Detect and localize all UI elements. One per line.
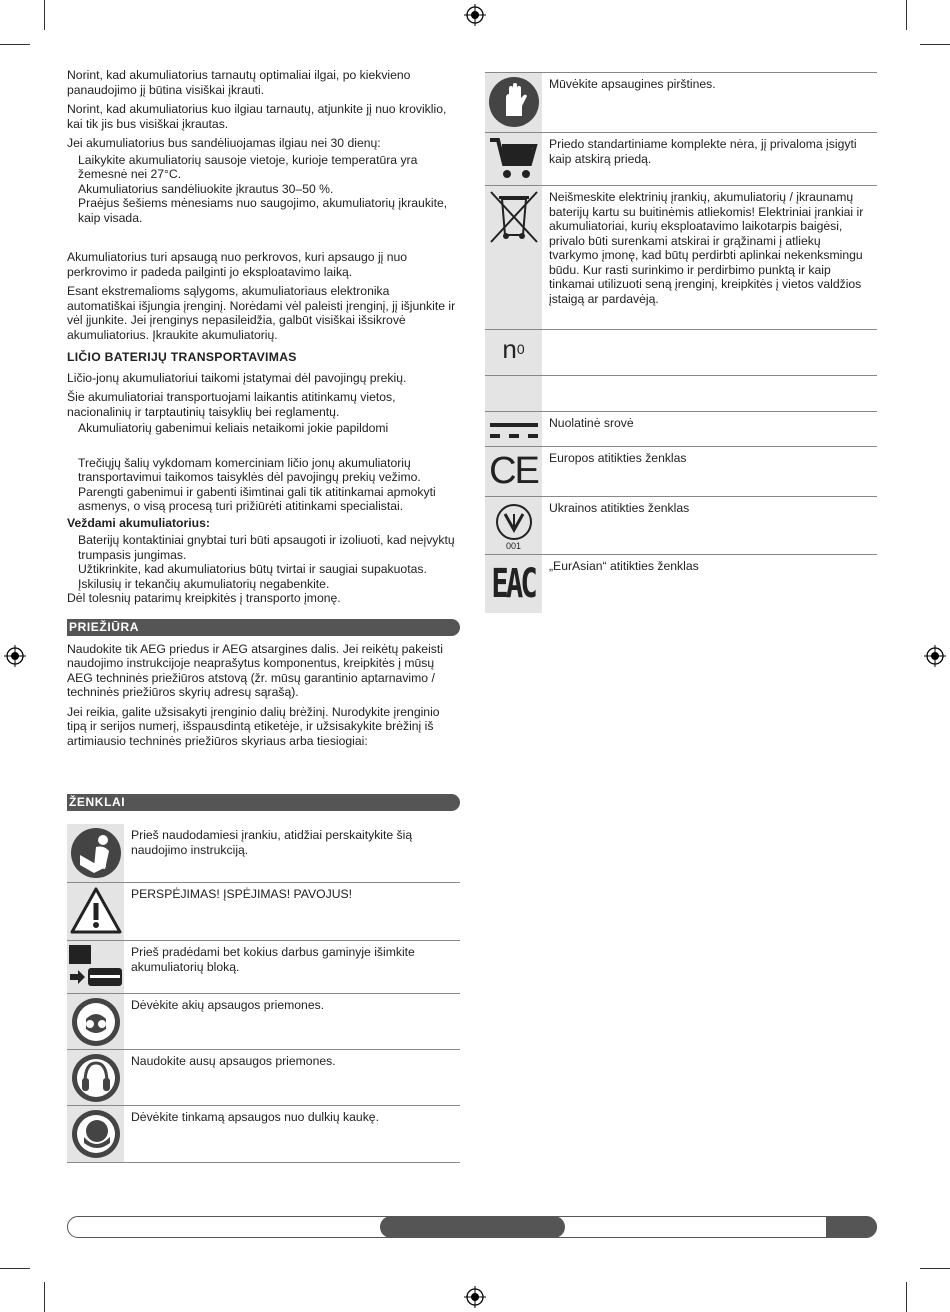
crop-mark: [0, 44, 30, 45]
symbol-row: [485, 555, 877, 613]
crop-mark: [906, 1282, 907, 1312]
crop-mark: [44, 0, 45, 30]
symbol-row: [67, 941, 460, 994]
ce-mark-glyph: CE: [489, 450, 538, 492]
paragraph: Šie akumuliatoriai transportuojami laikantis atitinkamų vietos, nacionalinių ir tarptautinių taisyklių bei reglamentų.: [67, 390, 396, 419]
symbol-row: [67, 1050, 460, 1106]
symbol-text: Ukrainos atitikties ženklas: [549, 501, 690, 515]
paragraph: Jei reikia, galite užsisakyti įrenginio dalių brėžinį. Nurodykite įrenginio tipą ir serijos numerį, išspausdintą etiketėje, ir užsisakykite brėžinį iš artimiausio techninės priežiūros skyriaus arba tiesiogiai:: [67, 704, 440, 748]
ce-mark-icon: [485, 447, 542, 496]
symbol-row: [67, 1106, 460, 1163]
eac-mark-glyph: EAC: [491, 561, 536, 607]
symbol-row: [485, 412, 877, 447]
symbol-row: [67, 883, 460, 941]
list-item: Akumuliatorių gabenimui keliais netaikomi jokie papildomi: [78, 421, 389, 435]
dust-mask-icon: [67, 1106, 124, 1162]
list-item: Užtikrinkite, kad akumuliatorius būtų tvirtai ir saugiai supakuotas.: [78, 562, 427, 576]
footer-bar-segment: [380, 1216, 565, 1238]
cart-icon: [485, 133, 542, 185]
symbol-text: Prieš pradėdami bet kokius darbus gaminyje išimkite akumuliatorių bloką.: [131, 945, 415, 974]
paragraph: Dėl tolesnių patarimų kreipkitės į transporto įmonę.: [67, 591, 341, 605]
remove-battery-icon: [67, 941, 124, 993]
subheading: Veždami akumuliatorius:: [67, 515, 210, 530]
symbol-row: [67, 994, 460, 1050]
symbol-text: Europos atitikties ženklas: [549, 451, 687, 465]
paragraph: Esant ekstremalioms sąlygoms, akumuliatoriaus elektronika automatiškai išjungia įrenginį. Norėdami vėl paleisti įrenginį, jį išjunkite ir vėl įjunkite. Jei įrenginys nepasileidžia, galbūt visiškai išsikrovė akumuliatorius. Įkraukite akumuliatorių.: [67, 284, 456, 342]
no-load-speed-subscript: 0: [516, 341, 525, 357]
list-item: Praėjus šešiems mėnesiams nuo saugojimo, akumuliatorių įkraukite, kaip visada.: [78, 196, 448, 225]
symbol-row: [485, 330, 877, 376]
paragraph: Ličio-jonų akumuliatoriui taikomi įstatymai dėl pavojingų prekių.: [67, 370, 407, 385]
symbol-text: „EurAsian“ atitikties ženklas: [549, 559, 699, 573]
symbol-text: Prieš naudodamiesi įrankiu, atidžiai perskaitykite šią naudojimo instrukciją.: [131, 828, 413, 857]
ukraine-mark-number: 001: [505, 541, 522, 551]
section-bar-maintenance: PRIEŽIŪRA: [67, 619, 460, 636]
symbol-row: [67, 824, 460, 883]
list-item: Trečiųjų šalių vykdomam komerciniam ličio jonų akumuliatorių transportavimui taikomos taisyklės dėl pavojingų prekių vežimo. Parengti gabenimui ir gabenti išimtinai gali tik atitinkamai apmokyti asmenys, o visą procesą turi prižiūrėti atitinkami specialistai.: [78, 455, 436, 513]
registration-mark-icon: [4, 645, 26, 667]
symbol-text: Neišmeskite elektrinių įrankių, akumuliatorių / įkraunamų baterijų kartu su buitinėmis atliekomis! Elektriniai įrankiai ir akumuliatoriai, kurių eksploatavimo laikotarpis baigėsi, privalo būti surenkami atskirai ir grąžinami į atliekų tvarkymo įmonę, kad būtų perdirbti aplinkai nekenksmingu būdu. Kur rasti surinkimo ir perdirbimo punktą ir kaip tinkamai utilizuoti seną įrenginį, kreipkitės į vietos valdžios įstaigą ar pardavėją.: [549, 190, 864, 306]
blank-icon: [485, 376, 542, 411]
paragraph: Norint, kad akumuliatorius tarnautų optimaliai ilgai, po kiekvieno panaudojimo jį būtina visiškai įkrauti.: [67, 68, 411, 97]
symbols-table-right: [485, 72, 877, 613]
symbol-text: Dėvėkite tinkamą apsaugos nuo dulkių kaukę.: [131, 1110, 379, 1124]
dc-icon: [485, 412, 542, 446]
no-load-speed-icon: [485, 330, 542, 375]
symbol-row: [485, 133, 877, 186]
no-load-speed-glyph: n: [502, 334, 517, 364]
symbol-text: Mūvėkite apsaugines pirštines.: [549, 77, 716, 91]
symbol-text: [542, 376, 877, 411]
paragraph: Akumuliatorius turi apsaugą nuo perkrovos, kuri apsaugo jį nuo perkrovimo ir padeda pailginti jo eksploatavimo laiką.: [67, 250, 408, 279]
paragraph: Naudokite tik AEG priedus ir AEG atsargines dalis. Jei reikėtų pakeisti naudojimo instrukcijoje neaprašytus komponentus, kreipkitės į mūsų AEG techninės priežiūros atstovą (žr. mūsų garantinio aptarnavimo / techninės priežiūros skyrių adresų sąrašą).: [67, 641, 443, 699]
registration-mark-icon: [464, 1286, 486, 1308]
eac-mark-icon: [485, 555, 542, 613]
ukraine-mark-icon: [485, 497, 542, 554]
symbol-text: PERSPĖJIMAS! ĮSPĖJIMAS! PAVOJUS!: [131, 887, 353, 901]
symbol-text: Priedo standartiniame komplekte nėra, jį privaloma įsigyti kaip atskirą priedą.: [549, 137, 857, 166]
crop-mark: [906, 0, 907, 30]
symbol-text: Nuolatinė srovė: [549, 416, 634, 430]
ear-protection-icon: [67, 1050, 124, 1105]
crop-mark: [920, 1268, 950, 1269]
footer-bar-segment: [826, 1216, 877, 1238]
crop-mark: [44, 1282, 45, 1312]
section-bar-symbols: ŽENKLAI: [67, 794, 460, 811]
symbol-row: [485, 447, 877, 497]
symbol-row: [485, 186, 877, 330]
list-item: Laikykite akumuliatorių sausoje vietoje, kurioje temperatūra yra žemesnė nei 27°C.: [78, 152, 418, 181]
carried-list: [67, 533, 460, 591]
symbol-row: [485, 73, 877, 133]
list-item: Akumuliatorius sandėliuokite įkrautus 30–50 %.: [78, 181, 334, 196]
symbol-text: Naudokite ausų apsaugos priemones.: [131, 1054, 336, 1068]
registration-mark-icon: [464, 4, 486, 26]
crop-mark: [920, 44, 950, 45]
list-item: Įskilusių ir tekančių akumuliatorių negabenkite.: [78, 576, 330, 591]
symbol-text: [542, 330, 877, 375]
symbol-row: [485, 497, 877, 555]
registration-mark-icon: [924, 645, 946, 667]
symbol-text: Dėvėkite akių apsaugos priemones.: [131, 998, 325, 1012]
symbol-row: [485, 376, 877, 412]
section-heading: LIČIO BATERIJŲ TRANSPORTAVIMAS: [67, 350, 297, 364]
list-item: Baterijų kontaktiniai gnybtai turi būti apsaugoti ir izoliuoti, kad neįvyktų trumpasis jungimas.: [78, 533, 455, 562]
storage-list: [67, 153, 460, 226]
gloves-icon: [485, 73, 542, 132]
crop-mark: [0, 1268, 30, 1269]
weee-bin-icon: [485, 186, 542, 329]
left-column: [67, 68, 460, 753]
paragraph: Norint, kad akumuliatorius kuo ilgiau tarnautų, atjunkite jį nuo kroviklio, kai tik jis bus visiškai įkrautas.: [67, 102, 447, 131]
manual-icon: [67, 824, 124, 882]
warning-icon: [67, 883, 124, 940]
paragraph: Jei akumuliatorius bus sandėliuojamas ilgiau nei 30 dienų:: [67, 136, 381, 150]
goggles-icon: [67, 994, 124, 1049]
symbols-table-left: [67, 824, 460, 1163]
